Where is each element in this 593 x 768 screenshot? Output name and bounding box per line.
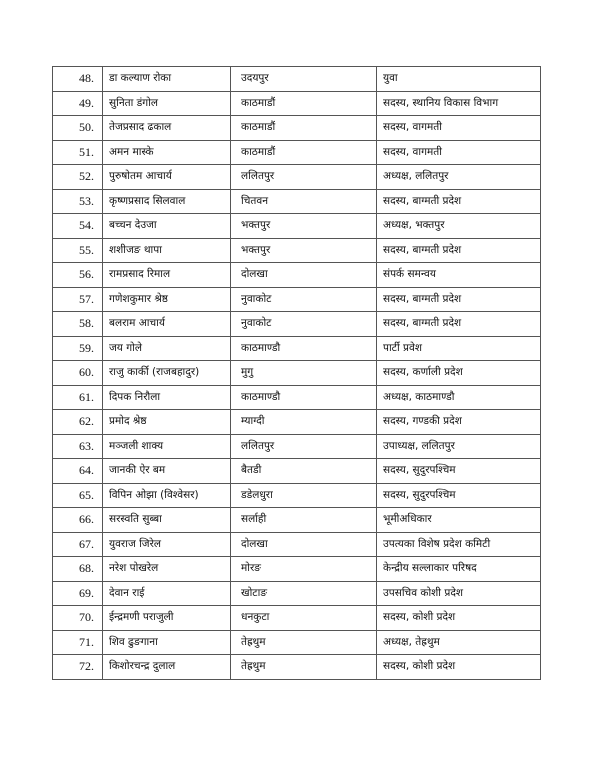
serial-number-cell: 67. [53, 532, 103, 557]
serial-number-cell: 62. [53, 410, 103, 435]
table-row [53, 189, 541, 214]
serial-number-cell: 61. [53, 385, 103, 410]
table-row [53, 361, 541, 386]
member-name-cell: दिपक निरौला [103, 385, 231, 410]
district-cell: ललितपुर [231, 434, 377, 459]
district-cell: चितवन [231, 189, 377, 214]
member-name-cell: युवराज जिरेल [103, 532, 231, 557]
member-name-cell: प्रमोद श्रेष्ठ [103, 410, 231, 435]
serial-number-cell: 69. [53, 581, 103, 606]
district-cell: काठमाण्डौ [231, 385, 377, 410]
table-row [53, 287, 541, 312]
position-cell: सदस्य, बाग्मती प्रदेश [377, 238, 541, 263]
position-cell: सदस्य, सुदुरपश्चिम [377, 483, 541, 508]
member-list-body [53, 67, 541, 680]
member-name-cell: नरेश पोखरेल [103, 557, 231, 582]
serial-number-cell: 70. [53, 606, 103, 631]
table-row [53, 214, 541, 239]
serial-number-cell: 72. [53, 655, 103, 680]
serial-number-cell: 48. [53, 67, 103, 92]
member-name-cell: डा कल्याण रोका [103, 67, 231, 92]
district-cell: काठमाण्डौ [231, 336, 377, 361]
table-row [53, 263, 541, 288]
member-name-cell: रामप्रसाद रिमाल [103, 263, 231, 288]
district-cell: भक्तपुर [231, 238, 377, 263]
district-cell: मुगु [231, 361, 377, 386]
serial-number-cell: 59. [53, 336, 103, 361]
serial-number-cell: 57. [53, 287, 103, 312]
serial-number-cell: 71. [53, 630, 103, 655]
table-row [53, 336, 541, 361]
member-name-cell: शिव ढुङगाना [103, 630, 231, 655]
serial-number-cell: 55. [53, 238, 103, 263]
table-row [53, 312, 541, 337]
member-name-cell: जानकी ऐर बम [103, 459, 231, 484]
member-name-cell: बच्चन देउजा [103, 214, 231, 239]
district-cell: उदयपुर [231, 67, 377, 92]
district-cell: काठमाडौं [231, 140, 377, 165]
position-cell: सदस्य, सुदुरपश्चिम [377, 459, 541, 484]
district-cell: काठमाडौं [231, 91, 377, 116]
table-row [53, 581, 541, 606]
serial-number-cell: 58. [53, 312, 103, 337]
district-cell: म्याग्दी [231, 410, 377, 435]
serial-number-cell: 68. [53, 557, 103, 582]
serial-number-cell: 60. [53, 361, 103, 386]
member-name-cell: शशीजङ थापा [103, 238, 231, 263]
table-row [53, 655, 541, 680]
table-row [53, 116, 541, 141]
position-cell: सदस्य, स्थानिय विकास विभाग [377, 91, 541, 116]
position-cell: सदस्य, बाग्मती प्रदेश [377, 312, 541, 337]
position-cell: सदस्य, कोशी प्रदेश [377, 606, 541, 631]
table-row [53, 532, 541, 557]
district-cell: डडेलधुरा [231, 483, 377, 508]
serial-number-cell: 63. [53, 434, 103, 459]
district-cell: खोटाङ [231, 581, 377, 606]
member-name-cell: तेजप्रसाद ढकाल [103, 116, 231, 141]
table-row [53, 91, 541, 116]
position-cell: केन्द्रीय सल्लाकार परिषद [377, 557, 541, 582]
table-row [53, 434, 541, 459]
member-name-cell: अमन मास्के [103, 140, 231, 165]
position-cell: सदस्य, गण्डकी प्रदेश [377, 410, 541, 435]
table-row [53, 459, 541, 484]
district-cell: ललितपुर [231, 165, 377, 190]
member-name-cell: पुरुषोतम आचार्य [103, 165, 231, 190]
table-row [53, 508, 541, 533]
table-row [53, 165, 541, 190]
district-cell: दोलखा [231, 263, 377, 288]
member-list-table [52, 66, 541, 680]
member-name-cell: बलराम आचार्य [103, 312, 231, 337]
district-cell: मोरङ [231, 557, 377, 582]
position-cell: अध्यक्ष, काठमाण्डौ [377, 385, 541, 410]
position-cell: पार्टी प्रवेश [377, 336, 541, 361]
position-cell: सदस्य, कोशी प्रदेश [377, 655, 541, 680]
serial-number-cell: 54. [53, 214, 103, 239]
table-row [53, 238, 541, 263]
member-name-cell: सुनिता डंगोल [103, 91, 231, 116]
member-name-cell: विपिन ओझा (विश्वेसर) [103, 483, 231, 508]
member-name-cell: राजु कार्की (राजबहादुर) [103, 361, 231, 386]
table-row [53, 140, 541, 165]
position-cell: सदस्य, कर्णाली प्रदेश [377, 361, 541, 386]
table-row [53, 606, 541, 631]
serial-number-cell: 65. [53, 483, 103, 508]
position-cell: अध्यक्ष, भक्तपुर [377, 214, 541, 239]
serial-number-cell: 50. [53, 116, 103, 141]
district-cell: काठमाडौं [231, 116, 377, 141]
position-cell: संपर्क समन्वय [377, 263, 541, 288]
district-cell: नुवाकोट [231, 312, 377, 337]
member-name-cell: सरस्वति सुब्बा [103, 508, 231, 533]
position-cell: उपत्यका विशेष प्रदेश कमिटी [377, 532, 541, 557]
serial-number-cell: 56. [53, 263, 103, 288]
district-cell: नुवाकोट [231, 287, 377, 312]
position-cell: अध्यक्ष, ललितपुर [377, 165, 541, 190]
position-cell: अध्यक्ष, तेह्रथुम [377, 630, 541, 655]
district-cell: भक्तपुर [231, 214, 377, 239]
position-cell: युवा [377, 67, 541, 92]
serial-number-cell: 51. [53, 140, 103, 165]
member-name-cell: देवान राई [103, 581, 231, 606]
position-cell: सदस्य, वागमती [377, 116, 541, 141]
position-cell: सदस्य, बाग्मती प्रदेश [377, 287, 541, 312]
serial-number-cell: 52. [53, 165, 103, 190]
table-row [53, 630, 541, 655]
table-row [53, 385, 541, 410]
district-cell: बैतडी [231, 459, 377, 484]
position-cell: सदस्य, बाग्मती प्रदेश [377, 189, 541, 214]
member-name-cell: कृष्णप्रसाद सिलवाल [103, 189, 231, 214]
district-cell: धनकुटा [231, 606, 377, 631]
position-cell: उपाध्यक्ष, ललितपुर [377, 434, 541, 459]
position-cell: उपसचिव कोशी प्रदेश [377, 581, 541, 606]
district-cell: तेह्रथुम [231, 655, 377, 680]
district-cell: सर्लाही [231, 508, 377, 533]
serial-number-cell: 64. [53, 459, 103, 484]
member-name-cell: मञ्जली शाक्य [103, 434, 231, 459]
table-row [53, 67, 541, 92]
position-cell: भूमीअधिकार [377, 508, 541, 533]
district-cell: दोलखा [231, 532, 377, 557]
member-name-cell: किशोरचन्द्र दुलाल [103, 655, 231, 680]
table-row [53, 557, 541, 582]
member-name-cell: ईन्द्रमणी पराजुली [103, 606, 231, 631]
serial-number-cell: 49. [53, 91, 103, 116]
position-cell: सदस्य, वागमती [377, 140, 541, 165]
member-name-cell: गणेशकुमार श्रेष्ठ [103, 287, 231, 312]
table-row [53, 410, 541, 435]
member-name-cell: जय गोले [103, 336, 231, 361]
serial-number-cell: 53. [53, 189, 103, 214]
table-row [53, 483, 541, 508]
serial-number-cell: 66. [53, 508, 103, 533]
district-cell: तेह्रथुम [231, 630, 377, 655]
